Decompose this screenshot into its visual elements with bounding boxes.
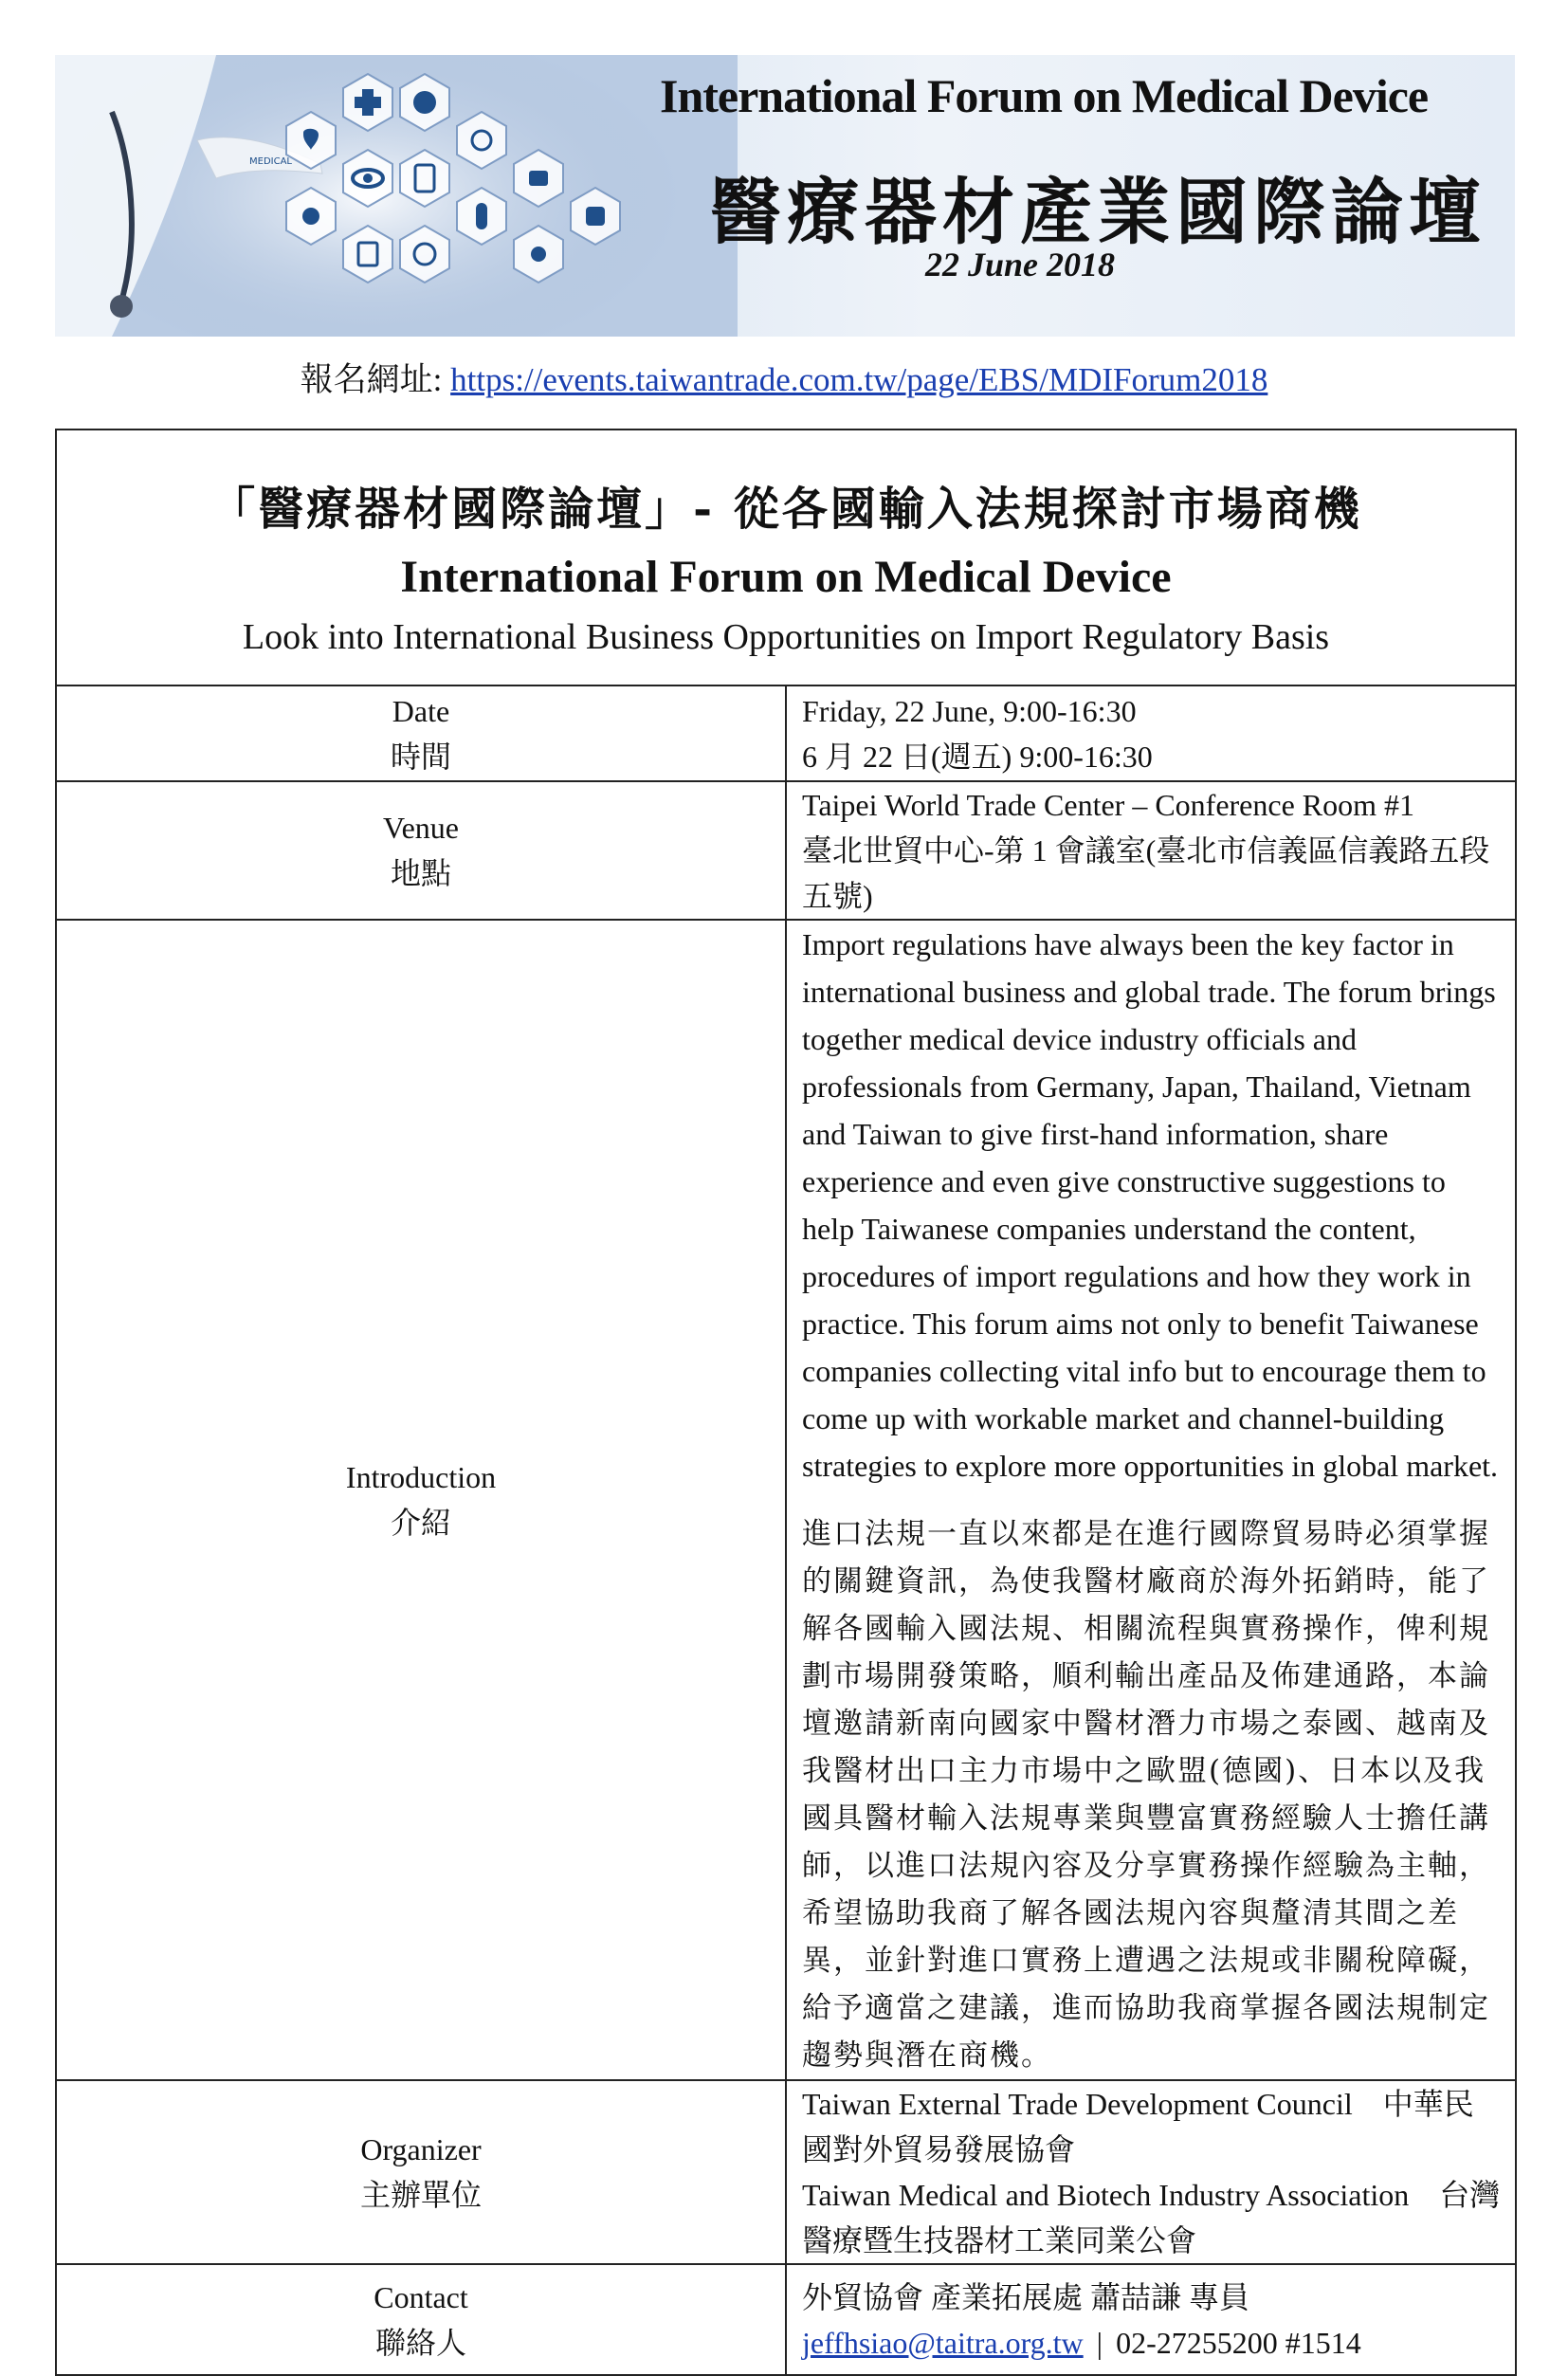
banner-date: 22 June 2018 xyxy=(925,246,1116,283)
venue-content xyxy=(786,781,1516,920)
banner-title-zh: 醫療器材產業國際論壇 xyxy=(709,170,1486,254)
contact-details xyxy=(802,2320,1504,2366)
medical-hexagon-illustration xyxy=(55,55,738,337)
intro-text-en: Import regulations have always been the key factor in international business and global trade. The forum brings together medical device industry officials and professionals from Germany, Japan, Thailand, Vietnam and Taiwan to give first-hand information, share experience and even give constructive suggestions to help Taiwanese companies understand the content, procedures of import regulations and how they work in practice. This forum aims not only to benefit Taiwanese companies collecting vital info but to encourage them to come up with workable market and channel-building strategies to explore more opportunities in global market. xyxy=(802,927,1499,1483)
intro-label-en: Introduction xyxy=(345,1460,497,1494)
date-line-en: Friday, 22 June, 9:00-16:30 xyxy=(802,693,1137,728)
banner-art-label: MEDICAL xyxy=(249,156,292,167)
date-label-zh: 時間 xyxy=(390,739,451,774)
organizer-1-zh: 中華民國對外貿易發展協會 xyxy=(802,2087,1474,2166)
venue-line-en: Taipei World Trade Center – Conference Room #1 xyxy=(802,788,1415,822)
venue-line-zh: 臺北世貿中心-第 1 會議室(臺北市信義區信義路五段五號) xyxy=(802,833,1490,913)
date-line-zh: 6 月 22 日(週五) 9:00-16:30 xyxy=(802,739,1153,774)
contact-phone: 02-27255200 #1514 xyxy=(1116,2325,1361,2360)
table-row xyxy=(56,2080,1516,2264)
registration-line xyxy=(0,354,1568,401)
venue-label xyxy=(56,781,786,920)
event-info-table xyxy=(55,429,1517,2376)
header-subtitle: Look into International Business Opportunities on Import Regulatory Basis xyxy=(242,617,1330,657)
organizer-label xyxy=(56,2080,786,2264)
contact-separator: | xyxy=(1096,2325,1103,2360)
contact-label-zh: 聯絡人 xyxy=(374,2325,466,2360)
contact-content xyxy=(786,2264,1516,2375)
table-header xyxy=(56,430,1516,685)
venue-label-zh: 地點 xyxy=(390,856,451,890)
organizer-label-en: Organizer xyxy=(360,2132,482,2166)
contact-label-en: Contact xyxy=(374,2279,468,2314)
registration-label: 報名網址: xyxy=(300,361,443,398)
registration-link[interactable]: https://events.taiwantrade.com.tw/page/EBS/MDIForum2018 xyxy=(450,361,1268,398)
banner-title-en: International Forum on Medical Device xyxy=(660,69,1429,122)
contact-person: 外貿協會 產業拓展處 蕭喆謙 專員 xyxy=(802,2279,1250,2314)
intro-label-zh: 介紹 xyxy=(390,1506,451,1540)
contact-label xyxy=(56,2264,786,2375)
organizer-2-zh: 台灣醫療暨生技器材工業同業公會 xyxy=(802,2178,1501,2257)
table-row xyxy=(56,2264,1516,2375)
organizer-content xyxy=(786,2080,1516,2264)
date-content xyxy=(786,685,1516,781)
intro-content xyxy=(786,920,1516,2080)
table-row xyxy=(56,685,1516,781)
header-title-zh: 「醫療器材國際論壇」- 從各國輸入法規探討市場商機 xyxy=(210,483,1362,536)
organizer-label-zh: 主辦單位 xyxy=(359,2178,482,2212)
intro-text-zh: 進口法規一直以來都是在進行國際貿易時必須掌握的關鍵資訊，為使我醫材廠商於海外拓銷時，能了解各國輸入國法規、相關流程與實務操作，俾利規劃市場開發策略，順利輸出產品及佈建通路，本論壇邀請新南向國家中醫材潛力市場之泰國、越南及我醫材出口主力市場中之歐盟(德國)、日本以及我國具醫材輸入法規專業與豐富實務經驗人士擔任講師，以進口法規內容及分享實務操作經驗為主軸，希望協助我商了解各國法規內容與釐清其間之差異，並針對進口實務上遭遇之法規或非關稅障礙，給予適當之建議，進而協助我商掌握各國法規制定趨勢與潛在商機。 xyxy=(802,1517,1490,2073)
header-title-en: International Forum on Medical Device xyxy=(400,552,1172,602)
table-row xyxy=(56,781,1516,920)
organizer-2-en: Taiwan Medical and Biotech Industry Association xyxy=(802,2178,1410,2212)
date-label xyxy=(56,685,786,781)
date-label-en: Date xyxy=(392,693,450,728)
organizer-1-en: Taiwan External Trade Development Council xyxy=(802,2087,1353,2121)
table-row xyxy=(56,920,1516,2080)
organizer-line-1 xyxy=(802,2081,1504,2172)
intro-label xyxy=(56,920,786,2080)
organizer-line-2 xyxy=(802,2172,1504,2263)
event-banner xyxy=(55,55,1515,337)
contact-email-link[interactable]: jeffhsiao@taitra.org.tw xyxy=(802,2325,1084,2360)
venue-label-en: Venue xyxy=(383,811,459,845)
